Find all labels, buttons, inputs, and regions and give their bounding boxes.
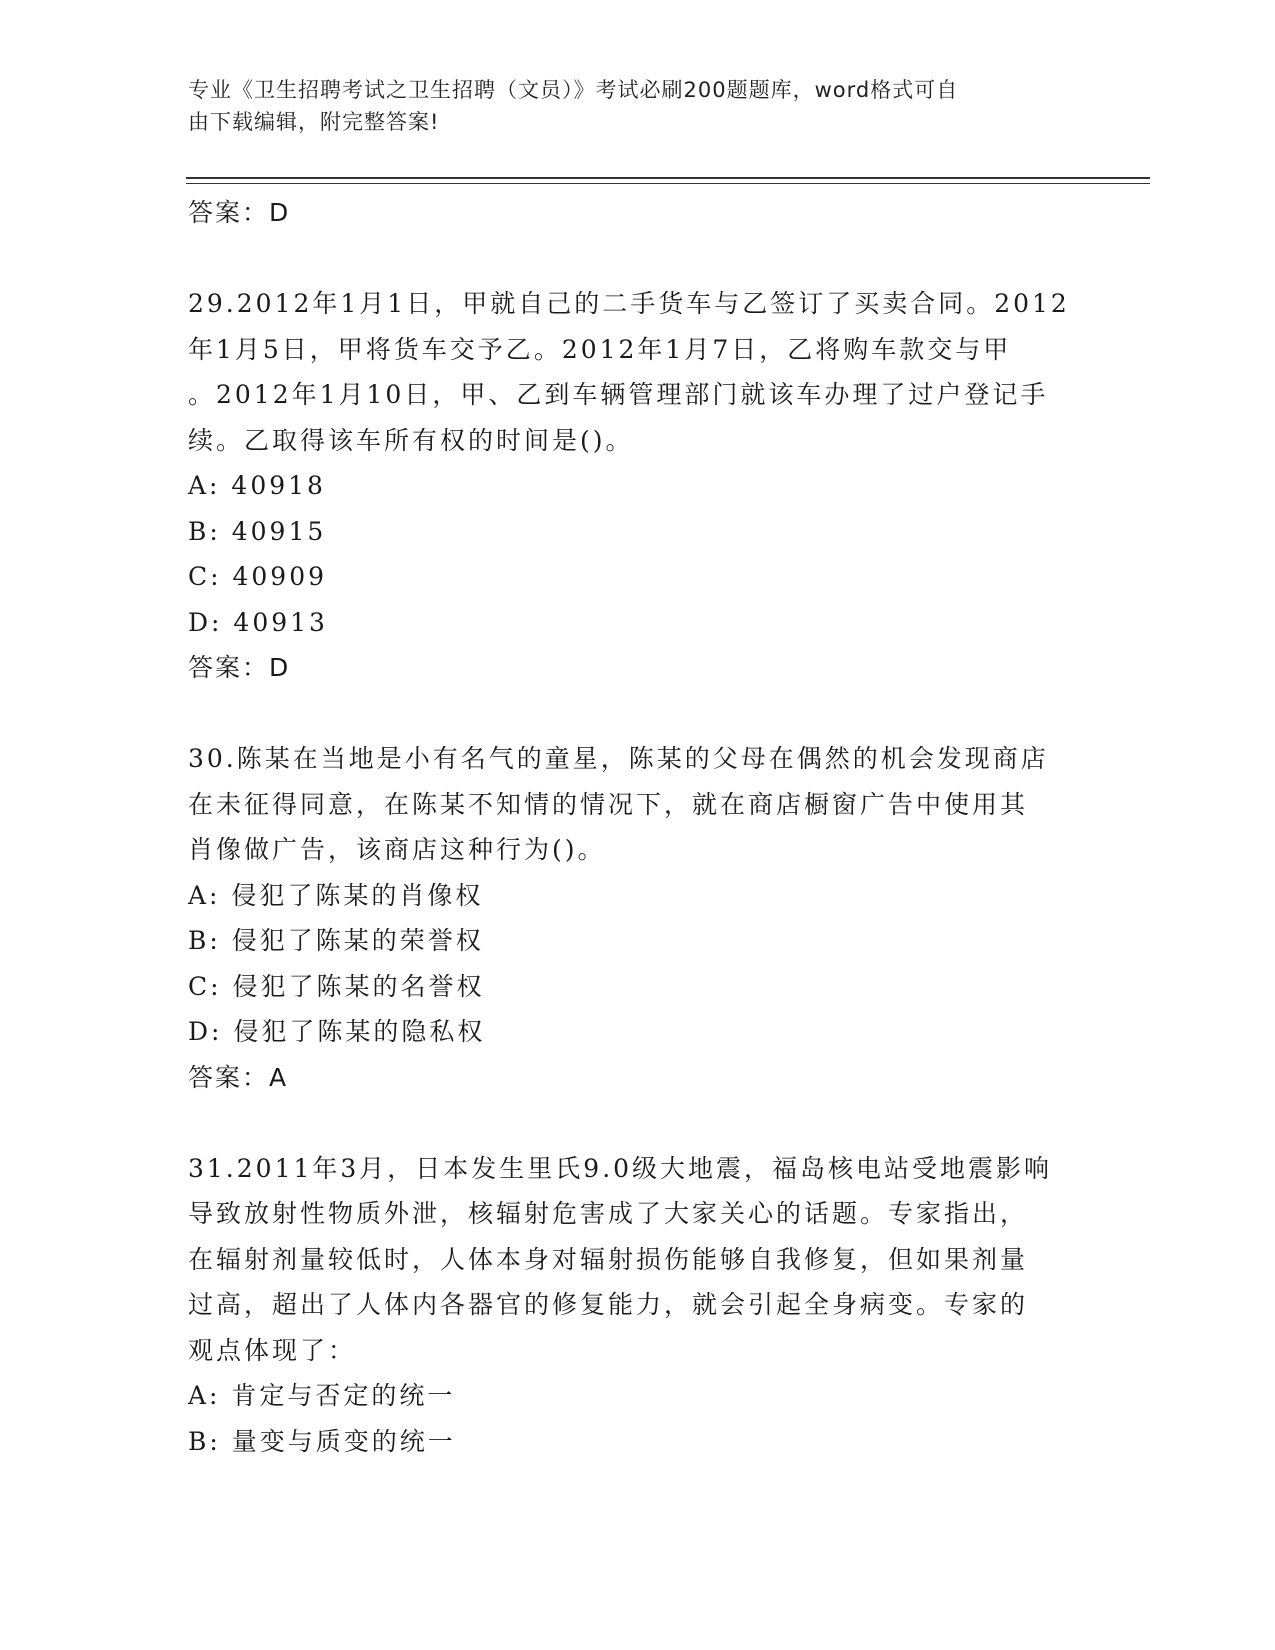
header-divider [186, 177, 1150, 179]
question-stem-line: 29.2012年1月1日，甲就自己的二手货车与乙签订了买卖合同。2012 [188, 289, 1070, 318]
question-stem-line: 30.陈某在当地是小有名气的童星，陈某的父母在偶然的机会发现商店 [188, 744, 1049, 773]
question-stem-line: 年1月5日，甲将货车交予乙。2012年1月7日，乙将购车款交与甲 [188, 334, 1012, 364]
question-29 [188, 281, 1088, 691]
spacer [188, 691, 1088, 737]
header-line-1: 专业《卫生招聘考试之卫生招聘（文员）》考试必刷200题题库，word格式可自 [188, 78, 959, 102]
option-b: B: 量变与质变的统一 [188, 1426, 456, 1456]
question-stem-line: 。2012年1月10日，甲、乙到车辆管理部门就该车办理了过户登记手 [188, 380, 1049, 409]
option-d: D: 侵犯了陈某的隐私权 [188, 1017, 486, 1046]
option-a: A: 肯定与否定的统一 [188, 1381, 456, 1410]
question-list [188, 190, 1088, 1464]
option-a: A: 40918 [188, 471, 326, 500]
option-d: D: 40913 [188, 607, 328, 637]
question-stem-line: 过高，超出了人体内各器官的修复能力，就会引起全身病变。专家的 [188, 1290, 1029, 1319]
question-stem-line: 肖像做广告，该商店这种行为()。 [188, 835, 606, 864]
question-stem-line: 导致放射性物质外泄，核辐射危害成了大家关心的话题。专家指出， [188, 1199, 1029, 1228]
question-stem-line: 31.2011年3月，日本发生里氏9.0级大地震，福岛核电站受地震影响 [188, 1153, 1053, 1183]
header-divider-thin [186, 183, 1150, 184]
question-stem-line: 观点体现了： [188, 1335, 357, 1365]
question-stem-line: 在未征得同意，在陈某不知情的情况下，就在商店橱窗广告中使用其 [188, 789, 1029, 819]
option-c: C: 40909 [188, 562, 328, 591]
option-c: C: 侵犯了陈某的名誉权 [188, 971, 485, 1001]
question-stem-line: 续。乙取得该车所有权的时间是()。 [188, 425, 634, 455]
question-30 [188, 736, 1088, 1100]
answer-line: 答案：D [188, 198, 291, 227]
answer-line: 答案：A [188, 1062, 289, 1092]
option-b: B: 40915 [188, 516, 327, 546]
spacer [188, 236, 1088, 282]
answer-line: 答案：D [188, 653, 291, 682]
page-header [188, 74, 1068, 138]
header-line-2: 由下载编辑，附完整答案! [188, 110, 440, 134]
question-stem-line: 在辐射剂量较低时，人体本身对辐射损伤能够自我修复，但如果剂量 [188, 1244, 1029, 1274]
spacer [188, 1100, 1088, 1146]
option-a: A: 侵犯了陈某的肖像权 [188, 880, 484, 910]
question-31 [188, 1146, 1088, 1465]
option-b: B: 侵犯了陈某的荣誉权 [188, 926, 484, 955]
